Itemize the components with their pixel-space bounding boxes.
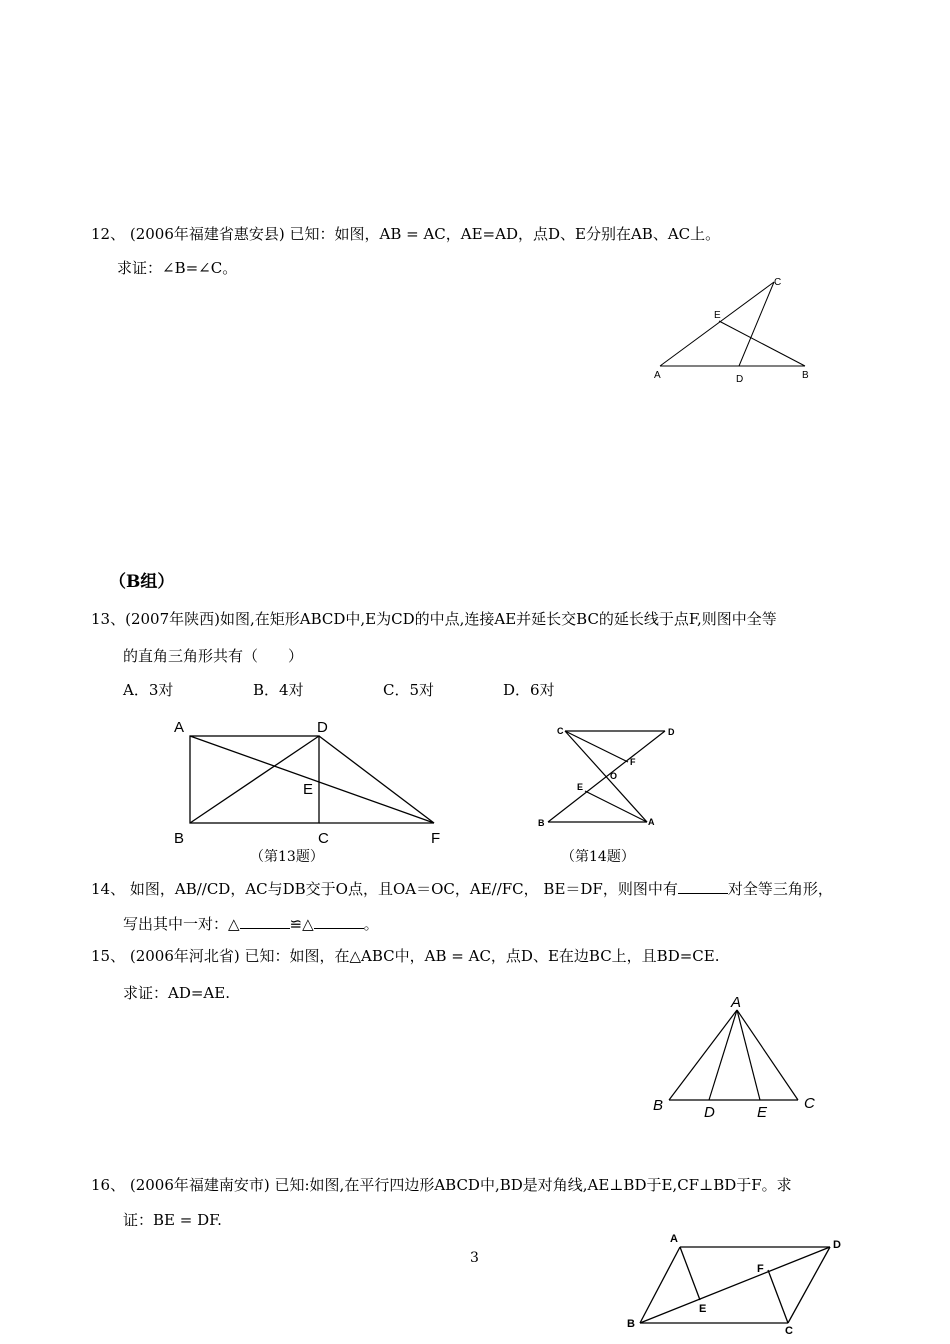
q12-figure <box>640 270 830 390</box>
q14-text-line2-b: ≌△ <box>289 915 314 933</box>
q13-label-a: A <box>174 719 185 736</box>
q12-label-c: C <box>774 277 782 288</box>
q14-label-o: O <box>610 771 618 781</box>
q14-caption: （第14题） <box>561 849 635 865</box>
q16-label-a: A <box>670 1233 678 1245</box>
q14-blank-count <box>678 879 728 894</box>
group-b-heading: （B组） <box>109 572 175 592</box>
q13-label-d: D <box>317 719 328 736</box>
q14-text-line2-c: 。 <box>363 915 379 933</box>
q14-label-a: A <box>648 817 655 827</box>
q15-text-line2: 求证：AD=AE. <box>123 984 230 1002</box>
q16-label-f: F <box>757 1263 764 1275</box>
q15-label-e: E <box>757 1104 768 1121</box>
q13-text-line2: 的直角三角形共有（ ） <box>123 647 304 665</box>
q13-option-c: C．5对 <box>383 681 435 699</box>
q15-label-c: C <box>804 1095 815 1112</box>
q15-label-d: D <box>704 1104 715 1121</box>
q13-option-d: D．6对 <box>503 681 555 699</box>
q12-text-line1: 12、 (2006年福建省惠安县) 已知：如图，AB = AC，AE=AD，点D、E分别在AB、AC上。 <box>91 225 721 243</box>
q13-text-line1: 13、(2007年陕西)如图,在矩形ABCD中,E为CD的中点,连接AE并延长交BC的延长线于点F,则图中全等 <box>91 610 777 628</box>
q14-text-line2-a: 写出其中一对：△ <box>123 915 240 933</box>
q13-label-c: C <box>318 830 329 847</box>
q12-text-line2: 求证：∠B=∠C。 <box>117 259 238 277</box>
q15-figure <box>640 988 830 1123</box>
q14-label-b: B <box>538 818 545 828</box>
q12-label-b: B <box>802 370 809 381</box>
q14-text-line1-b: 对全等三角形， <box>727 880 833 898</box>
q16-label-b: B <box>627 1318 635 1330</box>
q14-label-d: D <box>668 727 675 737</box>
q16-text-line1: 16、 (2006年福建南安市) 已知:如图,在平行四边形ABCD中,BD是对角线,AE⊥BD于E,CF⊥BD于F。求 <box>91 1176 792 1194</box>
q16-figure <box>620 1228 860 1340</box>
q13-label-e: E <box>303 781 314 798</box>
q14-blank-triangle-1 <box>240 914 290 929</box>
q15-label-a: A <box>731 994 742 1011</box>
q13-label-f: F <box>431 830 441 847</box>
q15-text-line1: 15、 (2006年河北省) 已知：如图，在△ABC中，AB = AC，点D、E在边BC上，且BD=CE. <box>91 947 720 965</box>
q14-label-e: E <box>577 782 584 792</box>
q12-label-d: D <box>736 374 744 385</box>
q12-label-e: E <box>714 310 721 321</box>
q13-label-b: B <box>174 830 185 847</box>
q14-figure <box>535 720 685 832</box>
q14-text-line2 <box>123 914 379 934</box>
q15-label-b: B <box>653 1097 664 1114</box>
page-number: 3 <box>470 1250 479 1266</box>
q14-label-c: C <box>557 726 564 736</box>
q13-option-a: A．3对 <box>123 681 174 699</box>
q12-label-a: A <box>654 370 661 381</box>
q16-label-d: D <box>833 1239 841 1251</box>
q14-label-f: F <box>630 757 636 767</box>
q13-option-b: B．4对 <box>253 681 304 699</box>
q16-text-line2: 证：BE = DF. <box>123 1211 222 1229</box>
q13-figure <box>165 712 455 852</box>
q16-label-c: C <box>785 1325 793 1337</box>
q13-caption: （第13题） <box>250 849 324 865</box>
q14-blank-triangle-2 <box>314 914 364 929</box>
q16-label-e: E <box>699 1303 707 1315</box>
q14-text-line1-a: 14、 如图，AB//CD，AC与DB交于O点，且OA＝OC，AE//FC， BE＝DF，则图中有 <box>91 880 678 898</box>
q14-text-line1 <box>91 879 833 899</box>
